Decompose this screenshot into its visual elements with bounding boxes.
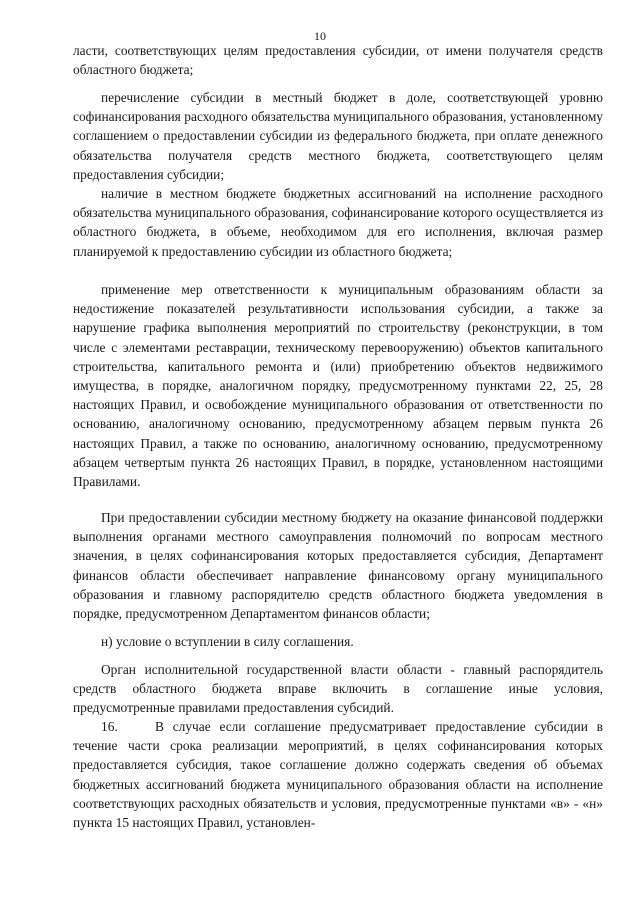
paragraph-subsidy-transfer: перечисление субсидии в местный бюджет в доле, соответствующей уровню софинансирования расходного обязательства муниципального образования, установленному соглашением о предоставлении субсидии из федерального бюджета, при оплате денежного обязательства получателя средств местного бюджета, соответствующего целям предоставления субсидии; bbox=[73, 90, 603, 182]
page-number: 10 bbox=[314, 29, 326, 43]
paragraph-clause-16 bbox=[73, 717, 603, 832]
paragraph-budget-allocations: наличие в местном бюджете бюджетных ассигнований на исполнение расходного обязательства муниципального образования, софинансирование которого осуществляется из областного бюджета, в объеме, необходимом для его исполнения, включая размер планируемой к предоставлению субсидии из областного бюджета; bbox=[73, 186, 603, 259]
paragraph-responsibility-measures: применение мер ответственности к муниципальным образованиям области за недостижение показателей результативности использования субсидии, а также за нарушение графика выполнения мероприятий по строительству (реконструкции, в том числе с элементами реставрации, техническому перевооружению) объектов капитального строительства, капитального ремонта и (или) приобретению объектов недвижимого имущества, в порядке, аналогичном порядку, предусмотренному пунктами 22, 25, 28 настоящих Правил, и освобождение муниципального образования от ответственности по основанию, аналогичному основанию, предусмотренному абзацем первым пункта 26 настоящих Правил, а также по основанию, аналогичному основанию, предусмотренному абзацем четвертым пункта 26 настоящих Правил, в порядке, установленном настоящими Правилами. bbox=[73, 282, 603, 490]
paragraph-clause-n: н) условие о вступлении в силу соглашения. bbox=[101, 634, 354, 649]
clause-16-text: В случае если соглашение предусматривает предоставление субсидии в течение части срока реализации мероприятий, в целях софинансирования которых предоставляется субсидия, такое соглашение должно содержать сведения об объемах бюджетных ассигнований бюджета муниципального образования области на исполнение соответствующих расходных обязательств и условия, предусмотренные пунктами «в» - «н» пункта 15 настоящих Правил, установлен- bbox=[73, 719, 603, 831]
paragraph-continuation: ласти, соответствующих целям предоставления субсидии, от имени получателя средств областного бюджета; bbox=[73, 43, 603, 78]
clause-number: 16. bbox=[101, 719, 118, 734]
paragraph-financial-support: При предоставлении субсидии местному бюджету на оказание финансовой поддержки выполнения органами местного самоуправления полномочий по вопросам местного значения, в целях софинансирования которых предоставляется субсидия, Департамент финансов области обеспечивает направление финансовому органу муниципального образования и главному распорядителю средств областного бюджета уведомления в порядке, предусмотренном Департаментом финансов области; bbox=[73, 510, 603, 622]
paragraph-other-conditions: Орган исполнительной государственной власти области - главный распорядитель средств областного бюджета вправе включить в соглашение иные условия, предусмотренные правилами предоставления субсидий. bbox=[73, 662, 603, 716]
